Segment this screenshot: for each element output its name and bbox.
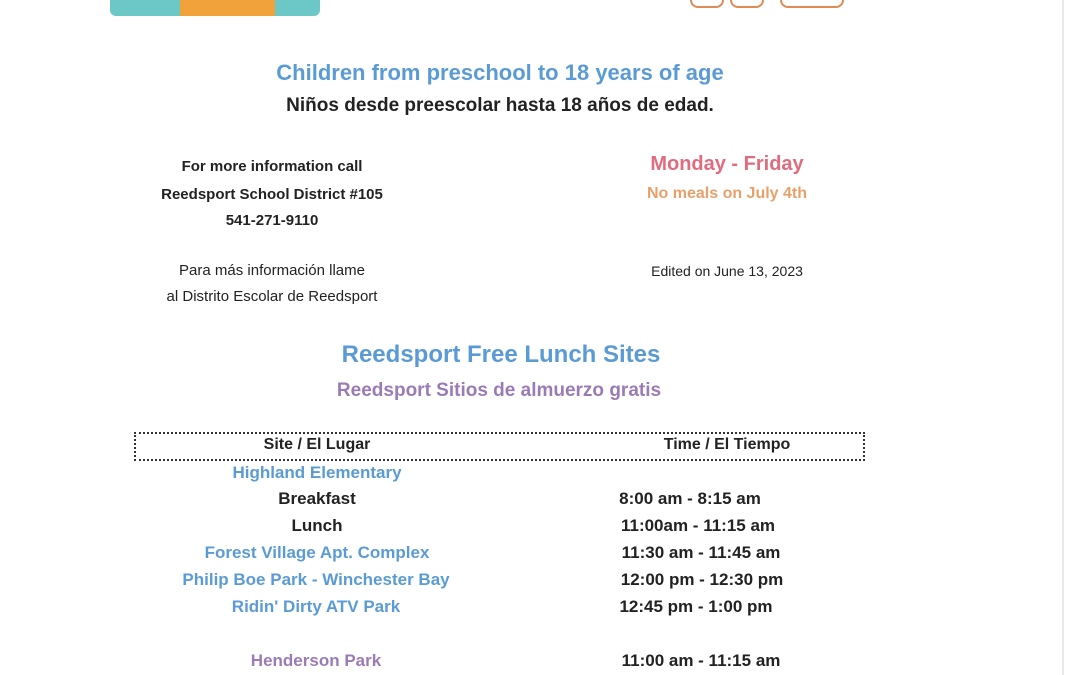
site-time: 11:00 am - 11:15 am [621, 651, 781, 670]
edited-date: Edited on June 13, 2023 [651, 263, 803, 279]
site-time: 11:00am - 11:15 am [620, 516, 776, 535]
logo-right [690, 0, 850, 8]
page-edge [1062, 0, 1064, 675]
sites-title-english: Reedsport Free Lunch Sites [341, 341, 661, 368]
column-header-time: Time / El Tiempo [663, 436, 791, 453]
logo-left [110, 0, 320, 16]
site-name: Forest Village Apt. Complex [204, 543, 430, 562]
contact-phone: 541-271-9110 [225, 212, 319, 229]
title-spanish: Niños desde preescolar hasta 18 años de edad. [286, 95, 714, 116]
contact-line1: For more information call [181, 158, 363, 175]
column-header-site: Site / El Lugar [263, 436, 371, 453]
site-name: Philip Boe Park - Winchester Bay [182, 570, 450, 589]
meal-label: Breakfast [278, 489, 356, 508]
title-english: Children from preschool to 18 years of age [276, 60, 724, 85]
contact-es-line1: Para más información llame [179, 262, 365, 279]
meal-label: Lunch [291, 516, 343, 535]
logo-orange-block [180, 0, 275, 16]
schedule-days: Monday - Friday [650, 153, 804, 175]
sites-title-spanish: Reedsport Sitios de almuerzo gratis [336, 380, 662, 401]
site-name: Ridin' Dirty ATV Park [231, 597, 401, 616]
site-time: 12:00 pm - 12:30 pm [620, 570, 784, 589]
site-time: 8:00 am - 8:15 am [619, 489, 761, 508]
contact-es-line2: al Distrito Escolar de Reedsport [166, 288, 378, 305]
site-time: 11:30 am - 11:45 am [621, 543, 781, 562]
site-name: Highland Elementary [232, 463, 402, 482]
site-name: Henderson Park [250, 651, 382, 670]
contact-district: Reedsport School District #105 [161, 186, 383, 203]
schedule-note: No meals on July 4th [646, 185, 808, 202]
site-time: 12:45 pm - 1:00 pm [619, 597, 773, 616]
